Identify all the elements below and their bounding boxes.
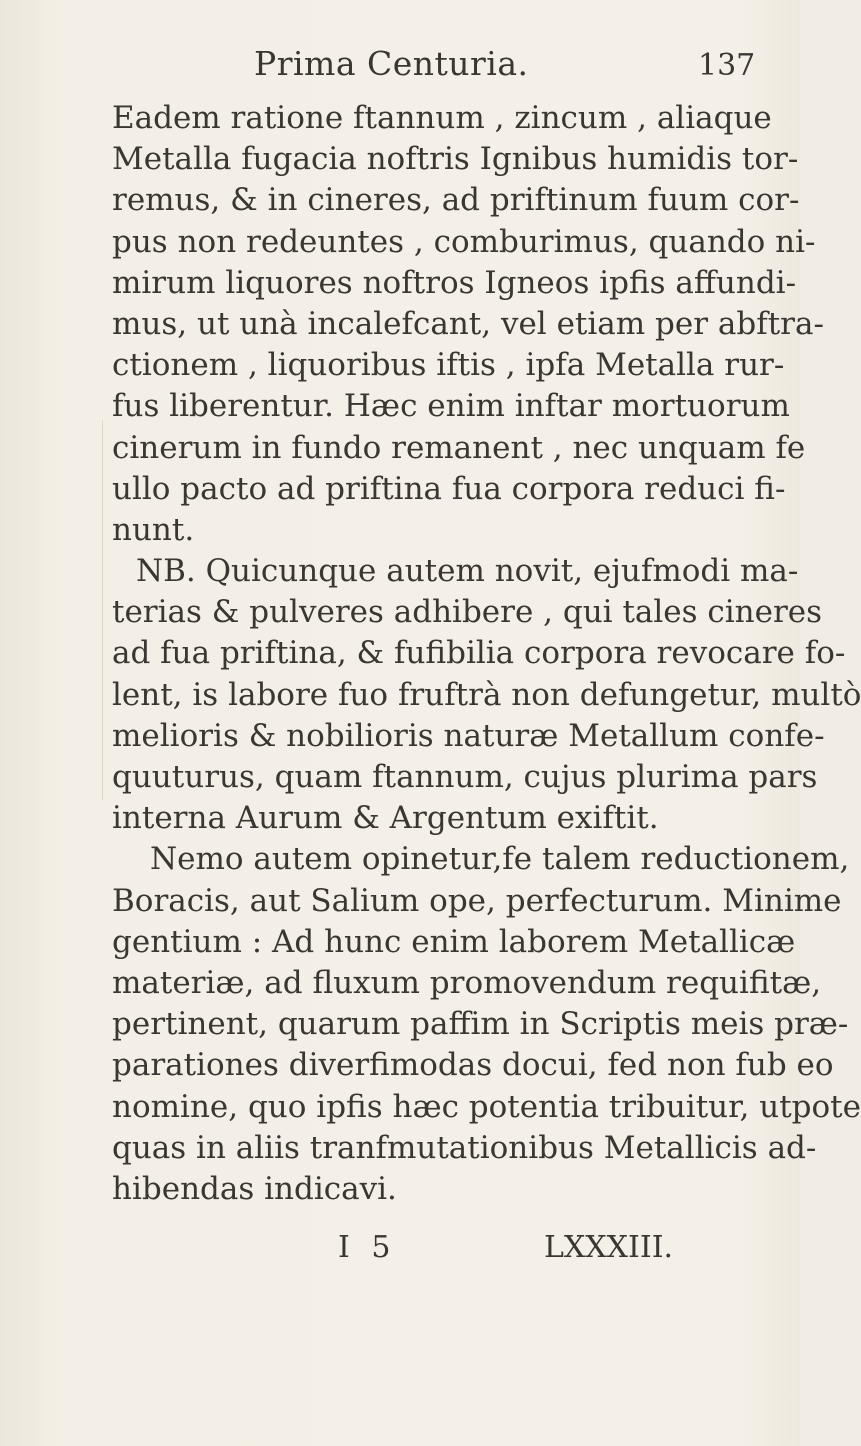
text-line: Nemo autem opinetur,fe talem reductionem, [150,841,850,878]
text-line: ad fua priftina, & fufibilia corpora revocare fo- [112,635,846,672]
text-line: mirum liquores noftros Igneos ipfis affundi- [112,264,797,301]
text-line: quas in aliis tranfmutationibus Metallicis ad- [112,1129,817,1166]
text-line: parationes diverfimodas docui, fed non fub eo [112,1047,834,1084]
text-line: hibendas indicavi. [112,1170,397,1207]
text-line: cinerum in fundo remanent , nec unquam fe [112,429,806,466]
text-line: quuturus, quam ftannum, cujus plurima pars [112,759,818,795]
text-line: fus liberentur. Hæc enim inftar mortuorum [112,388,790,425]
body-text [112,98,861,1210]
page-footer [0,1230,800,1280]
text-line: terias & pulveres adhibere , qui tales cineres [112,594,823,631]
signature-mark: I 5 [338,1230,397,1265]
text-line: lent, is labore fuo fruftrà non defungetur, multò [112,676,861,713]
page-number: 137 [698,48,756,83]
text-line: gentium : Ad hunc enim laborem Metallicæ [112,923,796,960]
text-line: Eadem ratione ftannum , zincum , aliaque [112,100,772,136]
text-line: Boracis, aut Salium ope, perfecturum. Minime [112,882,842,919]
text-line: materiæ, ad fluxum promovendum requifitæ, [112,964,822,1001]
text-line: Metalla fugacia noftris Ignibus humidis tor- [112,141,799,178]
running-head [0,40,800,90]
text-line: interna Aurum & Argentum exiftit. [112,800,659,837]
text-line: NB. Quicunque autem novit, ejufmodi ma- [136,553,799,590]
text-line: ullo pacto ad priftina fua corpora reduci fi- [112,470,786,507]
text-line: melioris & nobilioris naturæ Metallum confe- [112,717,825,754]
text-line: nunt. [112,511,195,548]
text-line: pertinent, quarum paffim in Scriptis meis præ- [112,1006,849,1043]
catchword: LXXXIII. [544,1230,674,1265]
margin-shadow [102,420,103,800]
text-line: mus, ut unà incalefcant, vel etiam per abftra- [112,305,824,342]
text-line: pus non redeuntes , comburimus, quando ni- [112,223,816,260]
text-line: nomine, quo ipfis hæc potentia tribuitur, utpote [112,1088,861,1125]
text-line: remus, & in cineres, ad priftinum fuum cor- [112,182,800,219]
running-title: Prima Centuria. [254,44,529,83]
text-line: ctionem , liquoribus iftis , ipfa Metalla rur- [112,347,785,384]
